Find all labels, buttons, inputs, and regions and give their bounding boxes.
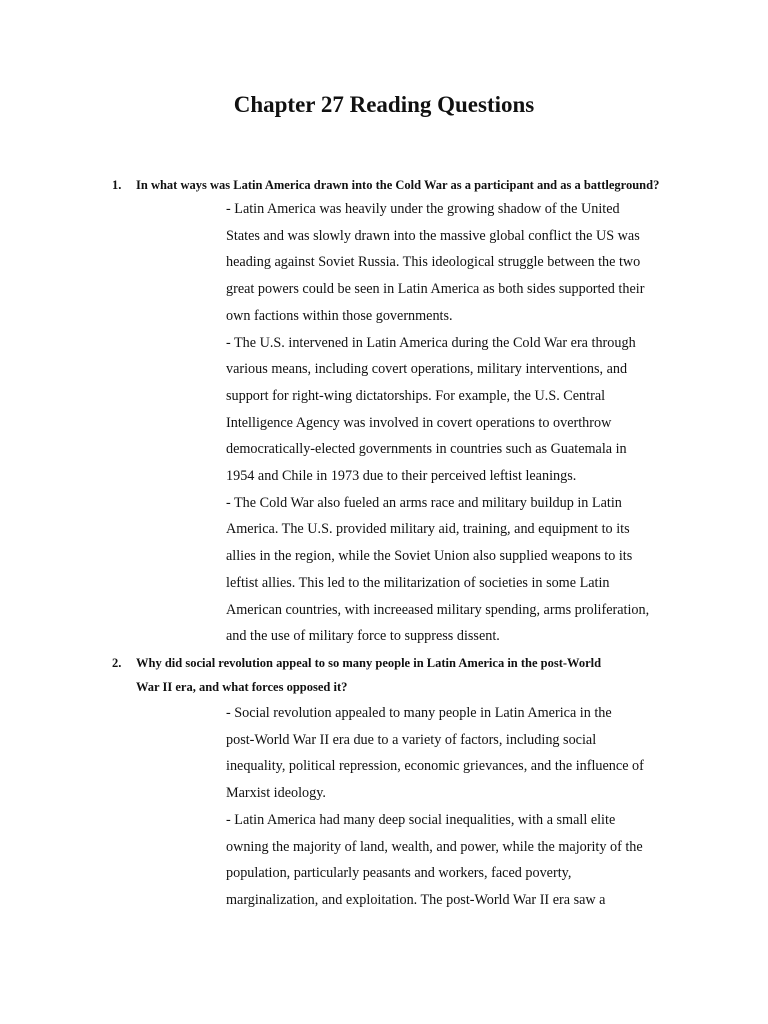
answer-line: heading against Soviet Russia. This ideological struggle between the two xyxy=(226,254,641,271)
answer-line: States and was slowly drawn into the massive global conflict the US was xyxy=(226,227,640,244)
answer-paragraph xyxy=(226,807,686,914)
answer-line: America. The U.S. provided military aid, training, and equipment to its xyxy=(226,521,630,538)
answer-line: - Latin America had many deep social inequalities, with a small elite xyxy=(226,811,616,828)
answer-line: American countries, with increeased military spending, arms proliferation, xyxy=(226,601,650,618)
question-number: 1. xyxy=(112,178,122,192)
answer-line: post-World War II era due to a variety of factors, including social xyxy=(226,731,597,748)
answer-line: leftist allies. This led to the militarization of societies in some Latin xyxy=(226,574,610,591)
question-line: In what ways was Latin America drawn into the Cold War as a participant and as a battleground? xyxy=(136,178,660,192)
answer-line: 1954 and Chile in 1973 due to their perceived leftist leanings. xyxy=(226,468,577,485)
question-line: War II era, and what forces opposed it? xyxy=(136,680,348,694)
answer-line: allies in the region, while the Soviet Union also supplied weapons to its xyxy=(226,548,633,565)
answer-paragraph xyxy=(226,330,686,490)
answer-1 xyxy=(226,196,686,650)
question-number: 2. xyxy=(112,656,122,670)
answer-line: great powers could be seen in Latin America as both sides supported their xyxy=(226,281,645,298)
question-line: Why did social revolution appeal to so many people in Latin America in the post-World xyxy=(136,656,602,670)
answer-line: - The U.S. intervened in Latin America during the Cold War era through xyxy=(226,334,636,351)
answer-line: - Social revolution appealed to many people in Latin America in the xyxy=(226,705,612,721)
question-text xyxy=(136,651,656,699)
answer-line: Intelligence Agency was involved in covert operations to overthrow xyxy=(226,414,612,431)
answer-line: - Latin America was heavily under the growing shadow of the United xyxy=(226,201,620,217)
answer-line: population, particularly peasants and workers, faced poverty, xyxy=(226,865,572,882)
answer-paragraph xyxy=(226,196,686,330)
answer-line: - The Cold War also fueled an arms race and military buildup in Latin xyxy=(226,494,622,511)
answer-line: own factions within those governments. xyxy=(226,307,453,324)
answer-line: support for right-wing dictatorships. For example, the U.S. Central xyxy=(226,387,606,404)
answer-2 xyxy=(226,700,686,914)
answer-line: Marxist ideology. xyxy=(226,785,326,802)
answer-line: owning the majority of land, wealth, and power, while the majority of the xyxy=(226,838,643,855)
question-text xyxy=(136,173,660,197)
page-title: Chapter 27 Reading Questions xyxy=(233,92,535,117)
answer-line: marginalization, and exploitation. The post-World War II era saw a xyxy=(226,891,606,908)
answer-line: democratically-elected governments in countries such as Guatemala in xyxy=(226,441,627,458)
answer-line: various means, including covert operations, military interventions, and xyxy=(226,361,628,378)
answer-paragraph xyxy=(226,490,686,650)
answer-paragraph xyxy=(226,700,686,807)
answer-line: and the use of military force to suppress dissent. xyxy=(226,628,500,645)
answer-line: inequality, political repression, economic grievances, and the influence of xyxy=(226,758,644,775)
